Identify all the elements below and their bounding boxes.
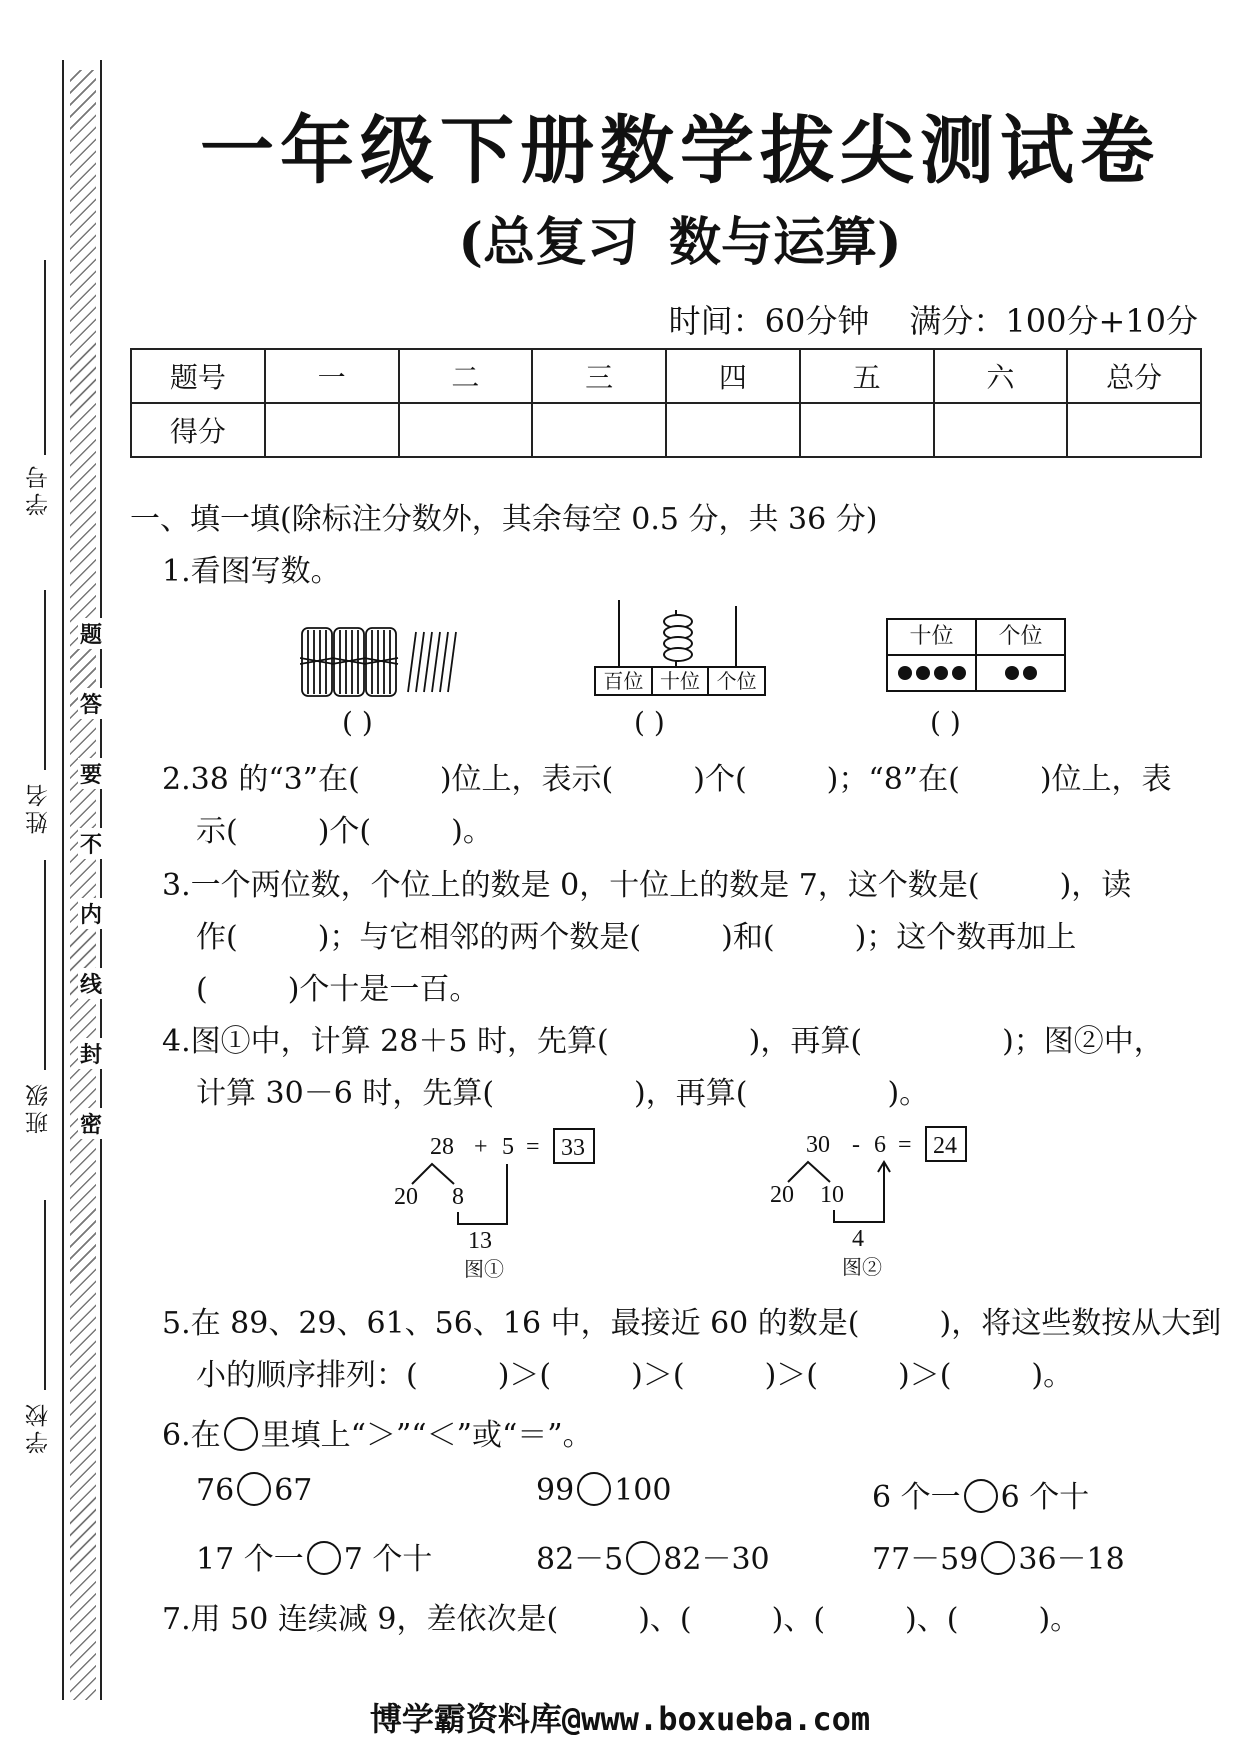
fig1-result: 33 bbox=[561, 1135, 585, 1161]
single-sticks bbox=[408, 632, 456, 692]
question-2-line-2: 示( )个( )。 bbox=[196, 814, 493, 849]
compare-item: 82－5 82－30 bbox=[536, 1542, 770, 1577]
subtitle-part: 数与运算) bbox=[669, 212, 902, 273]
compare-circle[interactable] bbox=[307, 1541, 341, 1575]
fig2-result: 24 bbox=[933, 1133, 957, 1159]
score-table-row-label: 题号 bbox=[131, 349, 265, 403]
fig1-a: 28 bbox=[430, 1134, 454, 1160]
question-5-line-1: 5.在 89、29、61、56、16 中，最接近 60 的数是( )，将这些数按从大到 bbox=[162, 1306, 1222, 1341]
binding-hatch bbox=[70, 70, 96, 1700]
fig2-op: - bbox=[852, 1132, 860, 1158]
figure-2-diagram bbox=[766, 1122, 986, 1282]
question-4-line-1: 4.图①中，计算 28＋5 时，先算( )，再算( )；图②中， bbox=[162, 1024, 1164, 1059]
fig1-split-right: 8 bbox=[452, 1184, 464, 1210]
school-label: 学校 bbox=[26, 1400, 52, 1454]
score-table-header-row bbox=[131, 349, 1201, 403]
question-2-line-1: 2.38 的“3”在( )位上，表示( )个( )；“8”在( )位上，表 bbox=[162, 762, 1172, 797]
question-7: 7.用 50 连续减 9，差依次是( )、( )、( )、( )。 bbox=[162, 1602, 1081, 1637]
class-label: 班级 bbox=[26, 1080, 52, 1134]
score-cell[interactable] bbox=[399, 403, 533, 457]
score-cell[interactable] bbox=[800, 403, 934, 457]
fig2-split-left: 20 bbox=[770, 1182, 794, 1208]
abacus-label: 百位 bbox=[596, 668, 653, 694]
answer-parens[interactable]: ( ) bbox=[342, 706, 373, 739]
ones-dots bbox=[977, 656, 1064, 690]
dot bbox=[1023, 666, 1037, 680]
bundle-of-ten bbox=[332, 628, 366, 696]
compare-circle[interactable] bbox=[964, 1479, 998, 1513]
question-6-intro: 6.在 里填上“＞”“＜”或“＝”。 bbox=[162, 1418, 593, 1453]
school-line bbox=[44, 1200, 46, 1390]
binding-line-right bbox=[100, 60, 102, 1700]
fig2-caption: 图② bbox=[842, 1257, 882, 1279]
fig2-eq: = bbox=[898, 1132, 912, 1158]
fig1-eq: = bbox=[526, 1134, 540, 1160]
fig2-sub-result: 4 bbox=[852, 1226, 864, 1252]
name-label: 姓名 bbox=[26, 780, 52, 834]
figure-1-diagram bbox=[390, 1124, 610, 1284]
seal-char: 线 bbox=[78, 968, 104, 999]
score-table-col: 总分 bbox=[1067, 349, 1201, 403]
score-table-col: 二 bbox=[399, 349, 533, 403]
name-line bbox=[44, 590, 46, 770]
exam-time: 时间：60分钟 bbox=[668, 302, 870, 340]
q1-figure-abacus bbox=[594, 600, 764, 696]
q1-figure-sticks bbox=[300, 622, 470, 704]
question-3-line-1: 3.一个两位数，个位上的数是 0，十位上的数是 7，这个数是( )，读 bbox=[162, 868, 1132, 903]
question-3-line-3: ( )个十是一百。 bbox=[196, 972, 480, 1007]
section-heading: 一、填一填(除标注分数外，其余每空 0.5 分，共 36 分) bbox=[130, 502, 878, 537]
seal-char: 题 bbox=[78, 618, 104, 649]
student-id-label: 学号 bbox=[26, 462, 52, 516]
abacus-label: 个位 bbox=[716, 669, 757, 693]
bundle-of-ten bbox=[300, 628, 334, 696]
fig1-split-left: 20 bbox=[394, 1184, 418, 1210]
place-table-header: 十位 bbox=[888, 620, 977, 654]
score-cell[interactable] bbox=[532, 403, 666, 457]
score-table-col: 三 bbox=[532, 349, 666, 403]
subtitle-part: (总复习 bbox=[458, 212, 639, 273]
fig1-caption: 图① bbox=[464, 1259, 504, 1281]
compare-circle[interactable] bbox=[981, 1541, 1015, 1575]
fig2-b: 6 bbox=[874, 1132, 886, 1158]
score-cell[interactable] bbox=[1067, 403, 1201, 457]
page-subtitle bbox=[150, 200, 1210, 275]
compare-circle[interactable] bbox=[626, 1541, 660, 1575]
dot bbox=[1005, 666, 1019, 680]
compare-item: 77－59 36－18 bbox=[872, 1542, 1125, 1577]
seal-char: 不 bbox=[78, 828, 104, 859]
exam-meta bbox=[669, 296, 1198, 342]
fig1-b: 5 bbox=[502, 1134, 514, 1160]
fig2-split-right: 10 bbox=[820, 1182, 844, 1208]
compare-item: 17 个一 7 个十 bbox=[196, 1542, 433, 1577]
watermark: 博学霸资料库@www.boxueba.com bbox=[369, 1700, 871, 1738]
compare-circle-icon bbox=[224, 1417, 258, 1451]
dot bbox=[916, 666, 930, 680]
score-cell[interactable] bbox=[666, 403, 800, 457]
question-5-line-2: 小的顺序排列：( )＞( )＞( )＞( )＞( )。 bbox=[196, 1358, 1074, 1393]
bundle-of-ten bbox=[364, 628, 398, 696]
page-title: 一年级下册数学拔尖测试卷 bbox=[200, 108, 1160, 194]
student-id-line bbox=[44, 260, 46, 455]
score-table bbox=[130, 348, 1202, 458]
score-cell[interactable] bbox=[934, 403, 1068, 457]
fig1-op: + bbox=[474, 1134, 488, 1160]
q1-figure-place-table bbox=[886, 618, 1066, 692]
score-table-score-row bbox=[131, 403, 1201, 457]
fig2-a: 30 bbox=[806, 1132, 830, 1158]
score-table-col: 一 bbox=[265, 349, 399, 403]
answer-parens[interactable]: ( ) bbox=[634, 706, 665, 739]
tens-dots bbox=[888, 656, 977, 690]
question-3-line-2: 作( )；与它相邻的两个数是( )和( )；这个数再加上 bbox=[196, 920, 1077, 955]
seal-char: 封 bbox=[78, 1038, 104, 1069]
compare-item: 99 100 bbox=[536, 1473, 672, 1508]
dot bbox=[952, 666, 966, 680]
question-1-text: 1.看图写数。 bbox=[162, 554, 341, 589]
dot bbox=[934, 666, 948, 680]
question-4-line-2: 计算 30－6 时，先算( )，再算( )。 bbox=[196, 1076, 930, 1111]
score-table-col: 五 bbox=[800, 349, 934, 403]
abacus-label: 十位 bbox=[653, 668, 710, 694]
seal-char: 要 bbox=[78, 758, 104, 789]
compare-item: 6 个一 6 个十 bbox=[872, 1480, 1090, 1515]
binding-line-left bbox=[62, 60, 64, 1700]
score-table-row-label: 得分 bbox=[131, 403, 265, 457]
place-table-header: 个位 bbox=[998, 624, 1043, 649]
compare-circle[interactable] bbox=[237, 1472, 271, 1506]
compare-item: 76 67 bbox=[196, 1473, 313, 1508]
score-table-col: 六 bbox=[934, 349, 1068, 403]
dot bbox=[898, 666, 912, 680]
seal-char: 答 bbox=[78, 688, 104, 719]
seal-char: 密 bbox=[78, 1108, 104, 1139]
score-table-col: 四 bbox=[666, 349, 800, 403]
compare-circle[interactable] bbox=[577, 1472, 611, 1506]
exam-full-score: 满分：100分+10分 bbox=[909, 302, 1198, 340]
seal-char: 内 bbox=[78, 898, 104, 929]
fig1-sub-result: 13 bbox=[468, 1228, 492, 1254]
score-cell[interactable] bbox=[265, 403, 399, 457]
class-line bbox=[44, 860, 46, 1070]
answer-parens[interactable]: ( ) bbox=[930, 706, 961, 739]
